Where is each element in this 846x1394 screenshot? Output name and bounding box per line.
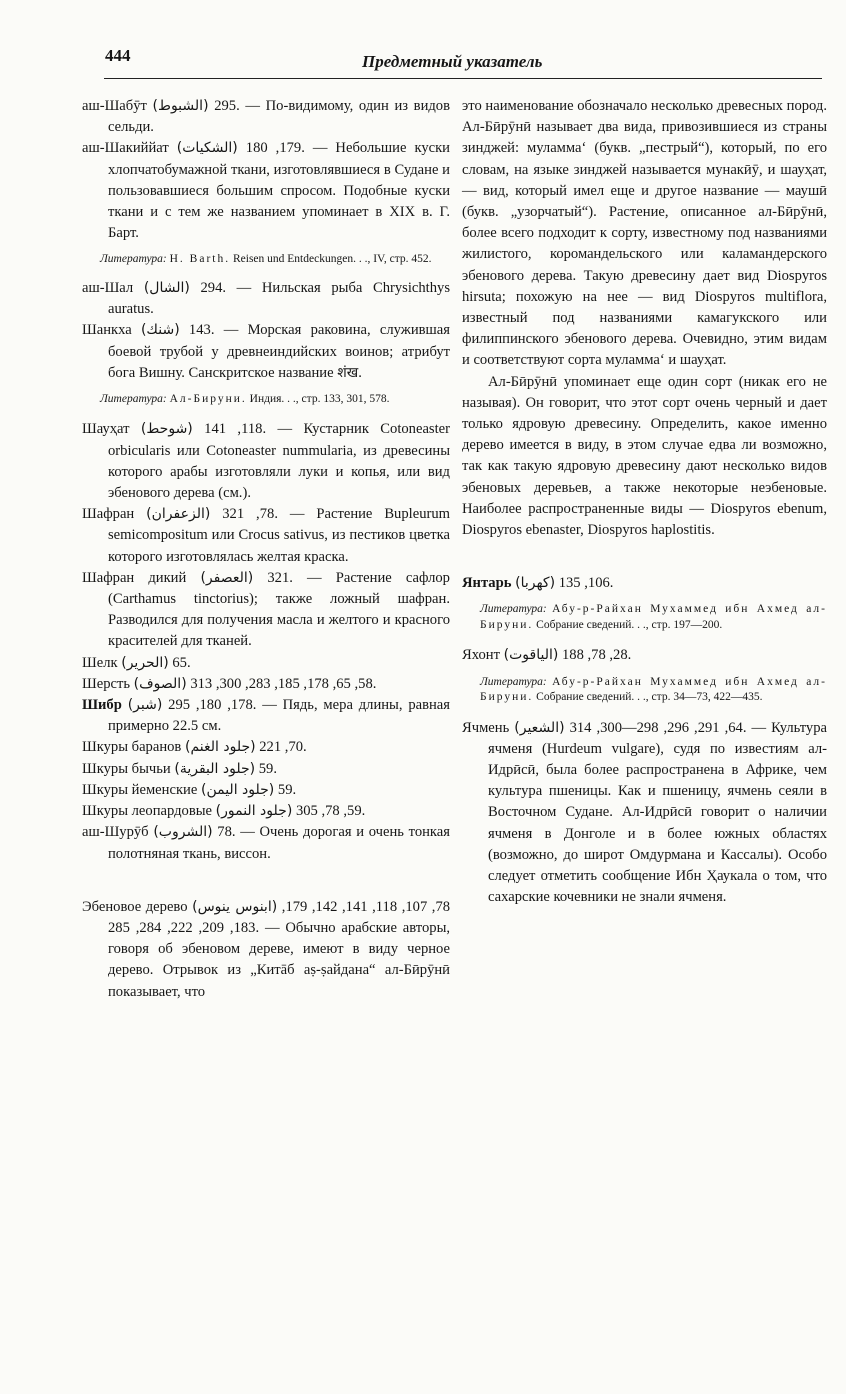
arabic-term: (الشال) xyxy=(143,279,190,296)
entry-text: 70, 221. xyxy=(255,739,307,756)
index-entry-shafran xyxy=(82,504,450,568)
entry-text: 78, 107, 118, 141, 142, 179, 183, 209, 222, 284, 285. — Обычно арабские авторы, говоря об эбеновом дереве, имеют в виду черное дерево. Отрывок из „Китāб аṣ-ṣайдана“ ал-Бӣрӯнӣ показывает, что xyxy=(108,898,451,1000)
left-column xyxy=(82,96,450,1003)
index-entry-shurub xyxy=(82,822,450,864)
entry-text: 178, 180, 295. — Пядь, мера длины, равная примерно 22.5 см. xyxy=(108,697,450,735)
ebony-continuation: это наименование обозначало несколько древесных пород. Ал-Бӣрӯнӣ называет два вида, привозившиеся из страны зинджей: муламма‘ (букв. „пестрый“), который, по его словам, на языке зинджей называется мунакӣӯ, и шауҳат, — вид, который имел еще и другое название — маушӣ (букв. „узорчатый“). Растение, описанное ал-Бӣрӯнӣ, более всего подходит к сорту, известному под названиями жилистого, коромандельского или каламандерского эбенового дерева. Такую древесину дает вид Diospyros hirsuta; похожую на нее — вид Diospyros multiflora, известный под названиями камагукского или филиппинского эбенового дерева. Очевидно, этим видам и соответствуют сорта муламма‘ и шауҳат. xyxy=(462,98,827,369)
entry-text: 78. — Очень дорогая и очень тонкая полотняная ткань, виссон. xyxy=(108,824,450,862)
index-entry-shelk xyxy=(82,653,450,674)
literature-text: Собрание сведений. . ., стр. 197—200. xyxy=(533,618,723,631)
entry-text: 65. xyxy=(168,654,191,671)
arabic-term: (الزعفران) xyxy=(146,506,211,523)
arabic-term: (جلود الغنم) xyxy=(184,739,256,756)
entry-headword: Шерсть xyxy=(82,675,131,692)
index-entry-shafran-wild xyxy=(82,568,450,653)
entry-headword: Шибр xyxy=(82,697,122,714)
index-entry-yahont xyxy=(462,645,827,666)
entry-headword: аш-Шабӯт xyxy=(82,98,147,114)
index-entry-shankha: Шанкха (شنك) 143. — Морская раковина, служившая боевой трубой у древнеиндийских воинов; атрибут бога Вишну. Санскритское название शंख. xyxy=(82,322,450,381)
entry-headword: Шкуры бычьи xyxy=(82,760,171,777)
entry-headword: Шафран дикий xyxy=(82,569,187,586)
index-entry-ebony xyxy=(82,897,450,1003)
index-entry-shabut xyxy=(82,96,450,138)
entry-headword: Шауҳат xyxy=(82,421,130,438)
entry-text: 294. — Нильская рыба Chrysichthys auratus. xyxy=(108,279,450,318)
right-column xyxy=(462,96,827,909)
entry-text: 321. — Растение сафлор (Carthamus tinctorius); также ложный шафран. Разводился для получения масла и желтого и красного красителей для тканей. xyxy=(108,569,450,650)
arabic-term: (شبر) xyxy=(127,697,163,714)
literature-note xyxy=(462,602,827,633)
literature-author: H. Barth. xyxy=(169,253,231,266)
entry-headword: аш-Шал xyxy=(82,279,134,296)
literature-author: Абу-р-Райхан Мухаммед ибн Ахмед ал-Бируни. xyxy=(480,603,828,631)
entry-text: 78, 321. — Растение Bupleurum semicompositum или Crocus sativus, из пестиков цветка которого изготовлялась желтая краска. xyxy=(108,506,450,565)
entry-text: 59, 78, 305. xyxy=(292,803,366,820)
arabic-term: (الشبوط) xyxy=(152,98,209,114)
literature-label: Литература: xyxy=(480,603,547,616)
entry-headword: аш-Шурӯб xyxy=(82,824,149,841)
arabic-term: (جلود البقرية) xyxy=(174,760,256,777)
entry-headword: аш-Шакиййат xyxy=(82,140,169,157)
literature-note xyxy=(462,675,827,706)
ebony-paragraph-2: Ал-Бӣрӯнӣ упоминает еще один сорт (никак его не называя). Он говорит, что этот сорт очень черный и дает только ядровую древесину. Определить, какое именно дерево имеется в виду, в этом случае едва ли возможно, так как такую ядровую древесину дают несколько видов эбеновых деревьев, а также некоторые неэбеновые. Наиболее распространенные виды — Diospyros ebenum, Diospyros ebenaster, Diospyros haplostitis. xyxy=(462,373,827,539)
entry-headword: Яхонт xyxy=(462,647,500,664)
index-entry-shkury-yemen xyxy=(82,780,450,801)
entry-headword: Шанкха xyxy=(82,322,132,339)
index-entry-shakiyyat xyxy=(82,138,450,244)
index-entry-yachmen xyxy=(462,718,827,909)
entry-headword: Шкуры баранов xyxy=(82,739,182,756)
entry-text: 295. — По-видимому, один из видов сельди. xyxy=(108,98,450,136)
entry-text: 64, 291, 296, 298—300, 314. — Культура ячменя (Hurdeum vulgare), судя по известиям ал-Идрӣсӣ, была более распространена в Африке, чем культура пшеницы. Как и пшеницу, ячмень сеяли в Восточном Судане. Ал-Идрӣсӣ говорит о наличии ячменя в Донголе и в более южных областях (возможно, до широт Омдурмана и Кассалы). Особо следует отметить сообщение Ибн Ҳаукала о том, что сахарские кочевники не знали ячменя. xyxy=(488,719,828,906)
literature-label: Литература: xyxy=(100,392,167,405)
entry-text: 28, 78, 188. xyxy=(558,647,632,664)
literature-text: Reisen und Entdeckungen. . ., IV, стр. 452. xyxy=(230,253,432,266)
header-rule xyxy=(104,78,822,79)
index-entry-shal xyxy=(82,278,450,320)
sanskrit-term: शंख xyxy=(337,364,359,381)
arabic-term: (شنك) xyxy=(140,322,180,339)
arabic-term: (الصوف) xyxy=(133,675,187,692)
arabic-term: (جلود اليمن) xyxy=(200,781,275,798)
index-entry-shibr xyxy=(82,695,450,737)
arabic-term: (جلود النمور) xyxy=(215,803,293,820)
index-entry-shkury-baranov xyxy=(82,737,450,758)
entry-text: 106, 135. xyxy=(555,575,614,592)
entry-headword: Шафран xyxy=(82,506,135,523)
literature-author: Ал-Бируни. xyxy=(169,392,247,405)
arabic-term: (كهربا) xyxy=(515,575,556,592)
literature-note xyxy=(82,392,450,408)
literature-text: Индия. . ., стр. 133, 301, 578. xyxy=(246,392,390,405)
literature-author: Абу-р-Райхан Мухаммед ибн Ахмед ал-Бируни. xyxy=(480,675,828,704)
literature-note xyxy=(82,252,450,268)
entry-headword: Ячмень xyxy=(462,719,510,736)
arabic-term: (ابنوس ينوس) xyxy=(192,898,278,915)
arabic-term: (العصفر) xyxy=(200,569,254,586)
index-entry-yantar xyxy=(462,573,827,594)
entry-headword: Эбеновое дерево xyxy=(82,898,188,915)
entry-headword: Шелк xyxy=(82,654,118,671)
literature-text: Собрание сведений. . ., стр. 34—73, 422—435. xyxy=(533,691,763,704)
entry-text: 59. xyxy=(255,760,277,777)
literature-label: Литература: xyxy=(480,675,547,688)
entry-headword: Шкуры леопардовые xyxy=(82,803,212,820)
index-entry-shkury-bychi xyxy=(82,759,450,780)
entry-headword: Шкуры йеменские xyxy=(82,781,198,798)
arabic-term: (شوحط) xyxy=(140,421,193,438)
entry-text: 179, 180. — Небольшие куски хлопчатобумажной ткани, изготовлявшиеся в Судане и пользовавшиеся большим спросом. Подобные куски ткани и с тем же названием упоминает в XIX в. Г. Барт. xyxy=(108,140,450,242)
entry-text: 118, 141. — Кустарник Cotoneaster orbicularis или Cotoneaster nummularia, из древесины которого арабы изготовляли луки и копья, или вид эбенового дерева (см.). xyxy=(108,421,451,502)
entry-text: 58, 65, 178, 185, 283, 300, 313. xyxy=(186,675,377,692)
running-head: Предметный указатель xyxy=(362,52,543,71)
entry-headword: Янтарь xyxy=(462,575,512,592)
index-entry-sherst xyxy=(82,674,450,695)
page-number: 444 xyxy=(105,46,131,65)
arabic-term: (الحرير) xyxy=(121,654,169,671)
arabic-term: (الشروب) xyxy=(153,824,213,841)
index-entry-shkury-leopard xyxy=(82,801,450,822)
entry-text: 59. xyxy=(274,781,297,798)
arabic-term: (الياقوت) xyxy=(503,647,559,664)
arabic-term: (الشكيات) xyxy=(176,140,238,157)
entry-text: 143. — Морская раковина, служившая боевой трубой у древнеиндийских воинов; атрибут бога Вишну. Санскритское название xyxy=(108,322,450,381)
arabic-term: (الشعير) xyxy=(514,719,565,736)
index-entry-shauhat xyxy=(82,419,450,504)
literature-label: Литература: xyxy=(100,253,167,266)
